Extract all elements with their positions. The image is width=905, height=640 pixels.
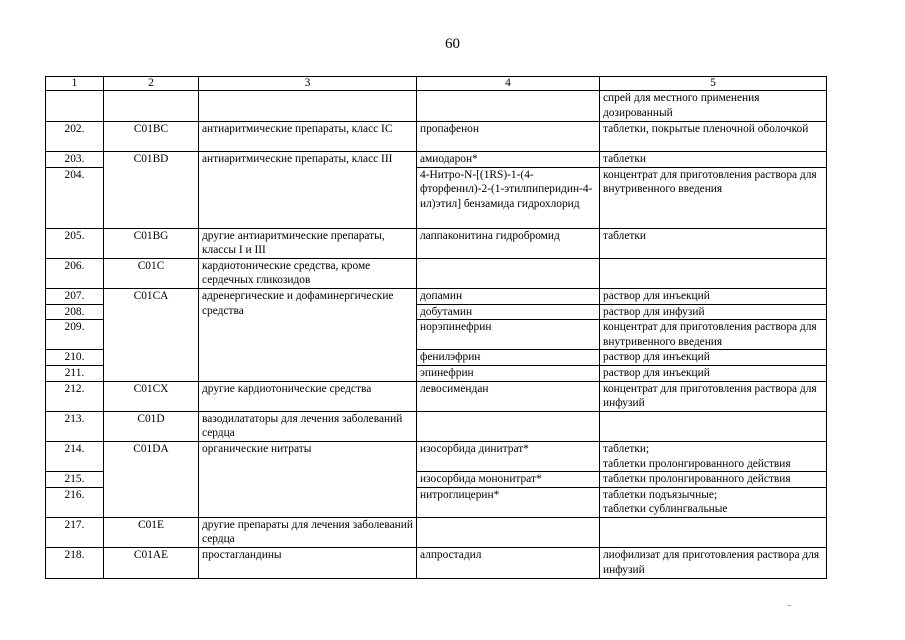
table-row [46, 517, 827, 547]
row-number [46, 91, 104, 122]
dosage-form [600, 441, 827, 471]
dosage-form: таблетки [600, 152, 827, 168]
drug-name: допамин [417, 288, 600, 304]
drug-name: фенилэфрин [417, 350, 600, 366]
dosage-form: раствор для инъекций [600, 288, 827, 304]
drug-name: амиодарон* [417, 152, 600, 168]
atc-code: C01E [104, 517, 199, 547]
group-name: другие антиаритмические препараты, классы I и III [199, 228, 417, 258]
drug-name [417, 91, 600, 122]
table-row [46, 381, 827, 411]
group-name: другие препараты для лечения заболеваний сердца [199, 517, 417, 547]
group-name [199, 91, 417, 122]
group-name: простагландины [199, 548, 417, 579]
row-number: 213. [46, 411, 104, 441]
dosage-form-line: таблетки; [603, 442, 650, 455]
row-number: 204. [46, 167, 104, 228]
group-name: кардиотонические средства, кроме сердечных гликозидов [199, 258, 417, 288]
drug-list-table [45, 76, 827, 579]
atc-code: C01CA [104, 288, 199, 381]
table-row [46, 288, 827, 304]
drug-name [417, 517, 600, 547]
drug-name: нитроглицерин* [417, 487, 600, 517]
dosage-form [600, 258, 827, 288]
row-number: 203. [46, 152, 104, 168]
group-name: антиаритмические препараты, класс III [199, 152, 417, 229]
dosage-form-line: таблетки сублингвальные [603, 503, 728, 516]
header-col-4: 4 [417, 77, 600, 91]
drug-name: добутамин [417, 304, 600, 320]
header-col-5: 5 [600, 77, 827, 91]
dosage-form: концентрат для приготовления раствора для внутривенного введения [600, 167, 827, 228]
group-name: органические нитраты [199, 441, 417, 517]
table-header-row [46, 77, 827, 91]
dosage-form: раствор для инфузий [600, 304, 827, 320]
dosage-form: лиофилизат для приготовления раствора для инфузий [600, 548, 827, 579]
drug-name: пропафенон [417, 122, 600, 152]
table-row [46, 228, 827, 258]
row-number: 205. [46, 228, 104, 258]
row-number: 206. [46, 258, 104, 288]
drug-name [417, 411, 600, 441]
group-name: вазодилататоры для лечения заболеваний сердца [199, 411, 417, 441]
row-number: 209. [46, 320, 104, 350]
group-name: адренергические и дофаминергические средства [199, 288, 417, 381]
drug-name: лаппаконитина гидробромид [417, 228, 600, 258]
drug-name: алпростадил [417, 548, 600, 579]
drug-name: эпинефрин [417, 365, 600, 381]
row-number: 207. [46, 288, 104, 304]
atc-code: C01AE [104, 548, 199, 579]
group-name: другие кардиотонические средства [199, 381, 417, 411]
table-row [46, 122, 827, 152]
drug-name: изосорбида мононитрат* [417, 472, 600, 488]
row-number: 215. [46, 472, 104, 488]
dosage-form: таблетки [600, 228, 827, 258]
scan-artifact [788, 605, 791, 606]
header-col-1: 1 [46, 77, 104, 91]
row-number: 202. [46, 122, 104, 152]
row-number: 211. [46, 365, 104, 381]
atc-code: C01C [104, 258, 199, 288]
table-row [46, 91, 827, 122]
table-row [46, 441, 827, 471]
row-number: 210. [46, 350, 104, 366]
drug-name: левосимендан [417, 381, 600, 411]
drug-name [417, 258, 600, 288]
group-name: антиаритмические препараты, класс IC [199, 122, 417, 152]
page-number: 60 [445, 36, 460, 52]
atc-code: C01CX [104, 381, 199, 411]
dosage-form: концентрат для приготовления раствора для внутривенного введения [600, 320, 827, 350]
row-number: 212. [46, 381, 104, 411]
row-number: 218. [46, 548, 104, 579]
atc-code: C01BC [104, 122, 199, 152]
drug-name: норэпинефрин [417, 320, 600, 350]
table-row [46, 411, 827, 441]
atc-code [104, 91, 199, 122]
dosage-form-line: таблетки пролонгированного действия [603, 457, 791, 470]
atc-code: C01D [104, 411, 199, 441]
dosage-form [600, 517, 827, 547]
header-col-3: 3 [199, 77, 417, 91]
row-number: 217. [46, 517, 104, 547]
row-number: 208. [46, 304, 104, 320]
header-col-2: 2 [104, 77, 199, 91]
drug-name: изосорбида динитрат* [417, 441, 600, 471]
dosage-form [600, 411, 827, 441]
row-number: 214. [46, 441, 104, 471]
dosage-form: спрей для местного применения дозированный [600, 91, 827, 122]
dosage-form: таблетки, покрытые пленочной оболочкой [600, 122, 827, 152]
dosage-form: раствор для инъекций [600, 365, 827, 381]
row-number: 216. [46, 487, 104, 517]
atc-code: C01BD [104, 152, 199, 229]
dosage-form: раствор для инъекций [600, 350, 827, 366]
table-row [46, 152, 827, 168]
table-row [46, 548, 827, 579]
drug-name: 4-Нитро-N-[(1RS)-1-(4-фторфенил)-2-(1-этилпиперидин-4-ил)этил] бензамида гидрохлорид [417, 167, 600, 228]
table-row [46, 258, 827, 288]
dosage-form-line: таблетки подъязычные; [603, 488, 718, 501]
atc-code: C01DA [104, 441, 199, 517]
dosage-form: таблетки пролонгированного действия [600, 472, 827, 488]
atc-code: C01BG [104, 228, 199, 258]
dosage-form: концентрат для приготовления раствора для инфузий [600, 381, 827, 411]
dosage-form [600, 487, 827, 517]
